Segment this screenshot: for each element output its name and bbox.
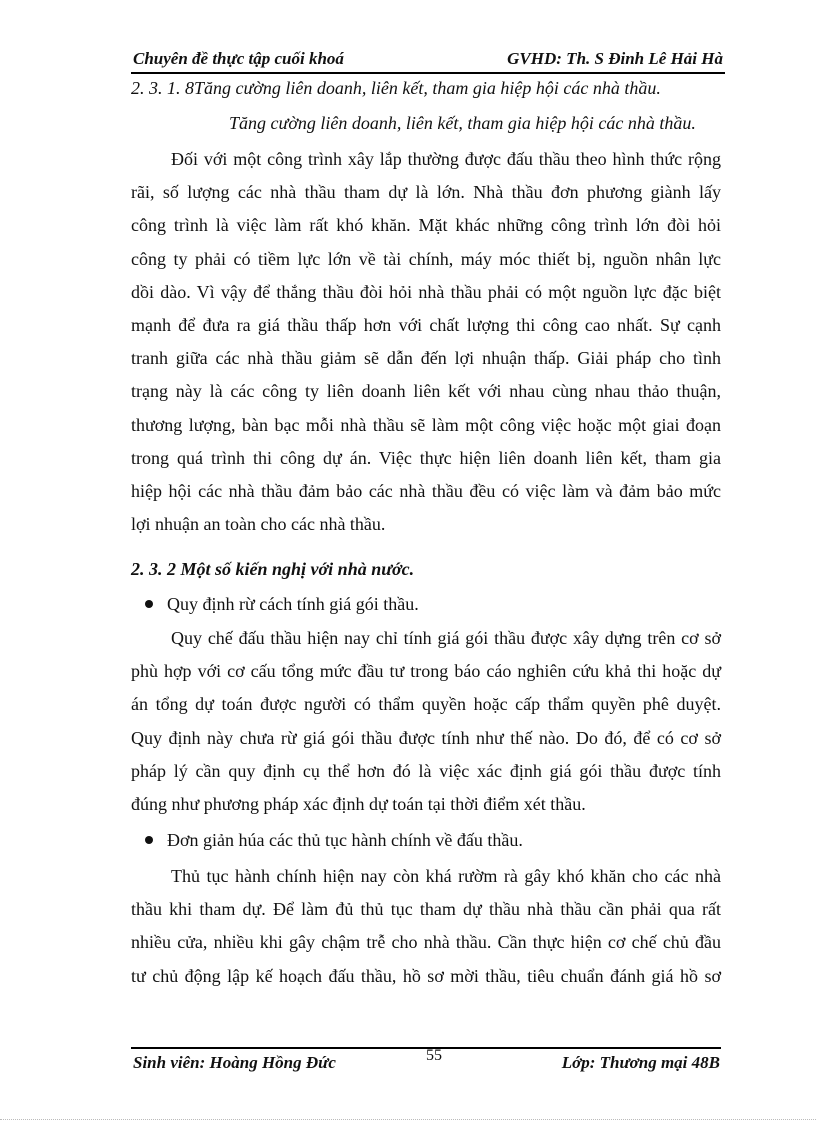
page-number: 55 <box>426 1047 442 1064</box>
paragraph-line: rãi, số lượng các nhà thầu tham dự là lớn. Nhà thầu đơn phương giành lấy <box>131 182 721 203</box>
paragraph-line: công trình là việc làm rất khó khăn. Mặt khác những công trình lớn đòi hỏi <box>131 215 721 236</box>
paragraph-joint-venture <box>131 143 721 541</box>
paragraph-line: đúng như phương pháp xác định dự toán tại thời điểm xét thầu. <box>131 793 586 814</box>
paragraph-line: trạng này là các công ty liên doanh liên kết với nhau cùng nhau thảo thuận, <box>131 381 721 402</box>
paragraph-line: thương lượng, bàn bạc mỗi nhà thầu sẽ làm một công việc hoặc một giai đoạn <box>131 414 721 435</box>
bullet-item-pricing <box>145 594 419 615</box>
paragraph-line: thầu khi tham dự. Để làm đủ thủ tục tham dự thầu nhà thầu cần phải qua rất <box>131 899 721 920</box>
page-edge-divider <box>0 1119 816 1120</box>
paragraph-line: hiệp hội các nhà thầu đảm bảo các nhà thầu đều có việc làm và đảm bảo mức <box>131 480 721 501</box>
paragraph-line: tư chủ động lập kế hoạch đấu thầu, hồ sơ mời thầu, tiêu chuẩn đánh giá hồ sơ <box>131 965 721 986</box>
paragraph-procedures <box>131 860 721 993</box>
paragraph-line: Thủ tục hành chính hiện nay còn khá rườm rà gây khó khăn cho các nhà <box>171 866 721 886</box>
paragraph-line: trong quá trình thi công dự án. Việc thực hiện liên doanh liên kết, tham gia <box>131 447 721 468</box>
paragraph-line: nhiều cửa, nhiều khi gây chậm trễ cho nhà thầu. Cần thực hiện cơ chế chủ đầu <box>131 932 721 953</box>
paragraph-line: Quy định này chưa rừ giá gói thầu được tính như thế nào. Do đó, để có cơ sở <box>131 727 721 748</box>
paragraph-pricing <box>131 622 721 821</box>
section-heading-2-3-1-8-repeat: Tăng cường liên doanh, liên kết, tham gia hiệp hội các nhà thầu. <box>229 113 696 133</box>
section-heading-2-3-2: 2. 3. 2 Một số kiến nghị với nhà nước. <box>131 559 415 579</box>
paragraph-line: tranh giữa các nhà thầu giảm sẽ dẫn đến lợi nhuận thấp. Giải pháp cho tình <box>131 348 721 369</box>
paragraph-line: mạnh để đưa ra giá thầu thấp hơn với chất lượng thi công cao nhất. Sự cạnh <box>131 314 721 335</box>
paragraph-line: công ty phải có tiềm lực lớn về tài chính, máy móc thiết bị, nguồn nhân lực <box>131 248 721 269</box>
footer-class: Lớp: Thương mại 48B <box>561 1053 720 1072</box>
bullet-text: Quy định rừ cách tính giá gói thầu. <box>167 594 419 614</box>
paragraph-line: pháp lý cần quy định cụ thể hơn đó là việc xác định giá gói thầu được tính <box>131 760 721 781</box>
paragraph-line: lợi nhuận an toàn cho các nhà thầu. <box>131 514 386 535</box>
bullet-icon <box>145 600 153 608</box>
header-course-title: Chuyên đề thực tập cuối khoá <box>133 49 344 68</box>
paragraph-line: án tổng dự toán được người có thẩm quyền hoặc cấp thẩm quyền phê duyệt. <box>131 694 721 715</box>
bullet-text: Đơn giản húa các thủ tục hành chính về đấu thầu. <box>167 830 523 850</box>
footer-student: Sinh viên: Hoàng Hồng Đức <box>133 1053 336 1072</box>
bullet-item-procedures <box>145 830 523 851</box>
paragraph-line: phù hợp với cơ cấu tổng mức đầu tư trong báo cáo nghiên cứu khả thi hoặc dự <box>131 661 721 682</box>
bullet-icon <box>145 836 153 844</box>
section-heading-2-3-1-8: 2. 3. 1. 8Tăng cường liên doanh, liên kết, tham gia hiệp hội các nhà thầu. <box>131 78 661 98</box>
header-advisor: GVHD: Th. S Đinh Lê Hải Hà <box>507 49 723 68</box>
page-header <box>131 46 725 74</box>
paragraph-line: Đối với một công trình xây lắp thường được đấu thầu theo hình thức rộng <box>171 149 721 169</box>
paragraph-line: Quy chế đấu thầu hiện nay chỉ tính giá gói thầu được xây dựng trên cơ sở <box>171 628 721 648</box>
paragraph-line: dồi dào. Vì vậy để thắng thầu đòi hỏi nhà thầu phải có một nguồn lực đặc biệt <box>131 281 721 302</box>
